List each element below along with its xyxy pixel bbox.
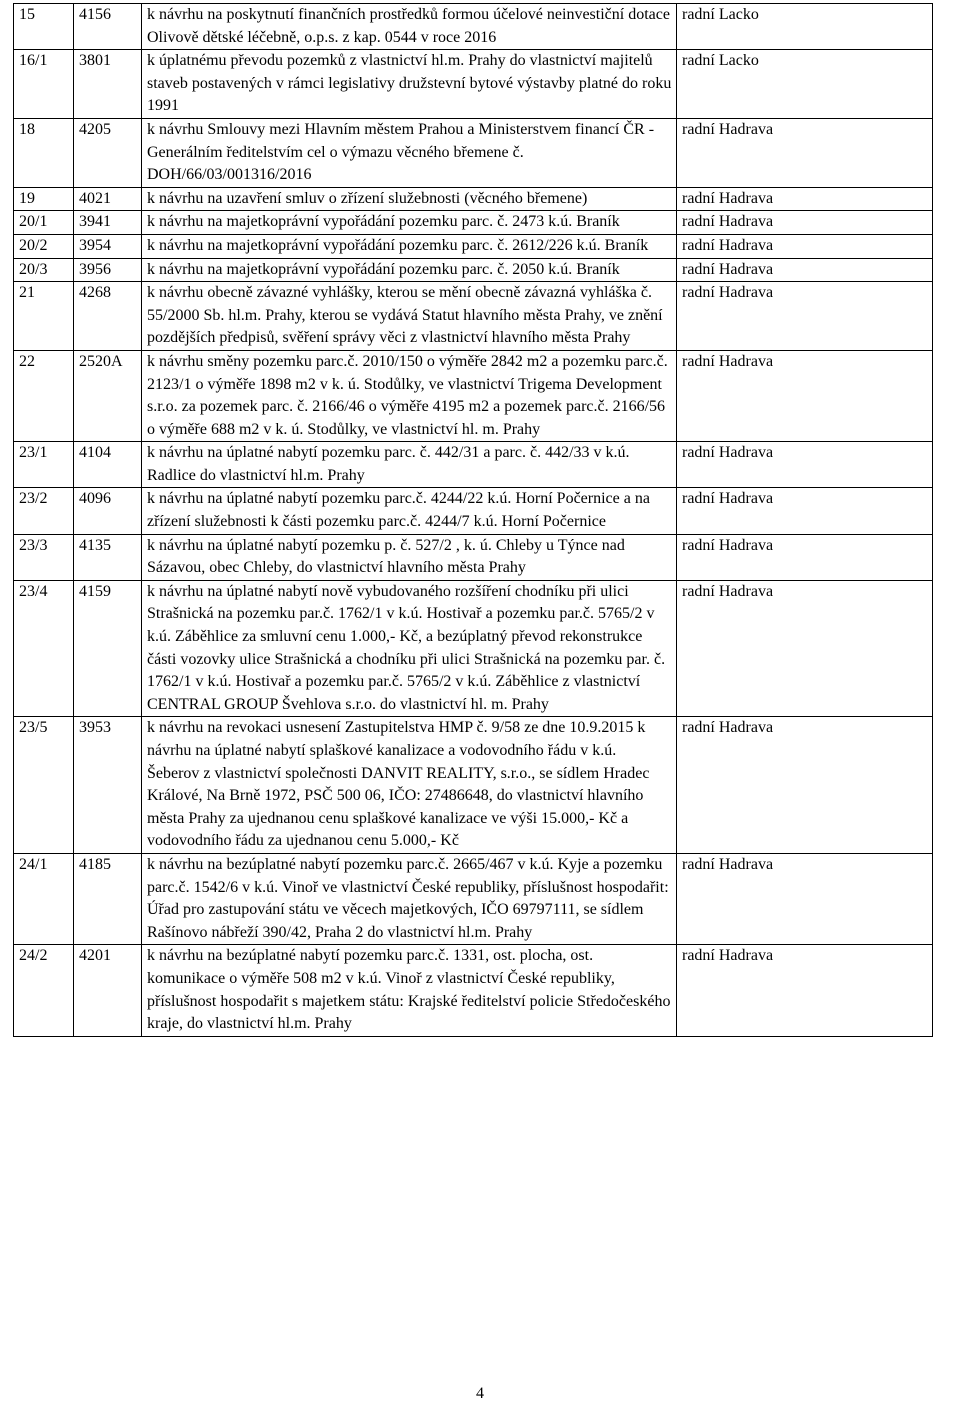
- item-number-cell: 23/3: [14, 534, 74, 580]
- table-row: [14, 350, 933, 441]
- presenter-cell: radní Hadrava: [677, 488, 933, 534]
- item-number-cell: 20/2: [14, 234, 74, 258]
- item-description-cell: k návrhu na majetkoprávní vypořádání pozemku parc. č. 2612/226 k.ú. Braník: [142, 234, 677, 258]
- agenda-table: [13, 3, 933, 1037]
- agenda-body: [14, 4, 933, 1037]
- print-number-cell: 3941: [74, 211, 142, 235]
- item-description-cell: k návrhu na bezúplatné nabytí pozemku parc.č. 1331, ost. plocha, ost. komunikace o výměře 508 m2 v k.ú. Vinoř z vlastnictví České republiky, příslušnost hospodařit s majetkem státu: Krajské ředitelství policie Středočeského kraje, do vlastnictví hl.m. Prahy: [142, 945, 677, 1036]
- table-row: [14, 50, 933, 119]
- table-row: [14, 4, 933, 50]
- presenter-cell: radní Hadrava: [677, 187, 933, 211]
- presenter-cell: radní Hadrava: [677, 580, 933, 717]
- presenter-cell: radní Hadrava: [677, 442, 933, 488]
- page-number: 4: [476, 1385, 484, 1402]
- print-number-cell: 4205: [74, 118, 142, 187]
- item-description-cell: k návrhu na majetkoprávní vypořádání pozemku parc. č. 2473 k.ú. Braník: [142, 211, 677, 235]
- item-number-cell: 18: [14, 118, 74, 187]
- table-row: [14, 258, 933, 282]
- print-number-cell: 4268: [74, 282, 142, 351]
- print-number-cell: 4135: [74, 534, 142, 580]
- print-number-cell: 2520A: [74, 350, 142, 441]
- print-number-cell: 4096: [74, 488, 142, 534]
- presenter-cell: radní Hadrava: [677, 534, 933, 580]
- presenter-cell: radní Hadrava: [677, 234, 933, 258]
- table-row: [14, 534, 933, 580]
- item-description-cell: k návrhu na majetkoprávní vypořádání pozemku parc. č. 2050 k.ú. Braník: [142, 258, 677, 282]
- item-description-cell: k návrhu na úplatné nabytí nově vybudovaného rozšíření chodníku při ulici Strašnická na pozemku par.č. 1762/1 v k.ú. Hostivař a pozemku par.č. 5765/2 v k.ú. Záběhlice za smluvní cenu 1.000,- Kč, a bezúplatný převod rekonstrukce části vozovky ulice Strašnická a chodníku při ulici Strašnická na pozemku par. č. 1762/1 v k.ú. Hostivař a pozemku par.č. 5765/2 v k.ú. Záběhlice z vlastnictví CENTRAL GROUP Švehlova s.r.o. do vlastnictví hl. m. Prahy: [142, 580, 677, 717]
- presenter-cell: radní Hadrava: [677, 945, 933, 1036]
- item-number-cell: 23/1: [14, 442, 74, 488]
- presenter-cell: radní Hadrava: [677, 282, 933, 351]
- presenter-cell: radní Hadrava: [677, 258, 933, 282]
- table-row: [14, 488, 933, 534]
- item-number-cell: 23/4: [14, 580, 74, 717]
- item-description-cell: k návrhu směny pozemku parc.č. 2010/150 o výměře 2842 m2 a pozemku parc.č. 2123/1 o výměře 1898 m2 v k. ú. Stodůlky, ve vlastnictví Trigema Development s.r.o. za pozemek parc. č. 2166/46 o výměře 4195 m2 a pozemek parc.č. 2166/56 o výměře 688 m2 v k. ú. Stodůlky, ve vlastnictví hl. m. Prahy: [142, 350, 677, 441]
- table-row: [14, 282, 933, 351]
- table-row: [14, 211, 933, 235]
- item-description-cell: k návrhu na úplatné nabytí pozemku p. č. 527/2 , k. ú. Chleby u Týnce nad Sázavou, obec Chleby, do vlastnictví hlavního města Prahy: [142, 534, 677, 580]
- item-number-cell: 24/2: [14, 945, 74, 1036]
- presenter-cell: radní Lacko: [677, 4, 933, 50]
- item-number-cell: 16/1: [14, 50, 74, 119]
- item-number-cell: 23/2: [14, 488, 74, 534]
- item-description-cell: k návrhu na úplatné nabytí pozemku parc. č. 442/31 a parc. č. 442/33 v k.ú. Radlice do vlastnictví hl.m. Prahy: [142, 442, 677, 488]
- print-number-cell: 4156: [74, 4, 142, 50]
- print-number-cell: 3954: [74, 234, 142, 258]
- print-number-cell: 4185: [74, 853, 142, 944]
- item-description-cell: k úplatnému převodu pozemků z vlastnictví hl.m. Prahy do vlastnictví majitelů staveb postavených v rámci legislativy družstevní bytové výstavby platné do roku 1991: [142, 50, 677, 119]
- table-row: [14, 717, 933, 854]
- item-description-cell: k návrhu na bezúplatné nabytí pozemku parc.č. 2665/467 v k.ú. Kyje a pozemku parc.č. 1542/6 v k.ú. Vinoř ve vlastnictví České republiky, příslušnost hospodařit: Úřad pro zastupování státu ve věcech majetkových, IČO 69797111, se sídlem Rašínovo nábřeží 390/42, Praha 2 do vlastnictví hl.m. Prahy: [142, 853, 677, 944]
- table-row: [14, 945, 933, 1036]
- item-number-cell: 15: [14, 4, 74, 50]
- presenter-cell: radní Hadrava: [677, 853, 933, 944]
- presenter-cell: radní Lacko: [677, 50, 933, 119]
- item-description-cell: k návrhu Smlouvy mezi Hlavním městem Prahou a Ministerstvem financí ČR - Generálním ředitelstvím cel o výmazu věcného břemene č. DOH/66/03/001316/2016: [142, 118, 677, 187]
- presenter-cell: radní Hadrava: [677, 717, 933, 854]
- item-number-cell: 20/1: [14, 211, 74, 235]
- print-number-cell: 4021: [74, 187, 142, 211]
- presenter-cell: radní Hadrava: [677, 211, 933, 235]
- item-number-cell: 23/5: [14, 717, 74, 854]
- table-row: [14, 853, 933, 944]
- item-description-cell: k návrhu na revokaci usnesení Zastupitelstva HMP č. 9/58 ze dne 10.9.2015 k návrhu na úplatné nabytí splaškové kanalizace a vodovodního řádu v k.ú. Šeberov z vlastnictví společnosti DANVIT REALITY, s.r.o., se sídlem Hradec Králové, Na Brně 1972, PSČ 500 06, IČO: 27486648, do vlastnictví hlavního města Prahy za ujednanou cenu splaškové kanalizace ve výši 15.000,- Kč a vodovodního řádu za ujednanou cenu 5.000,- Kč: [142, 717, 677, 854]
- table-row: [14, 118, 933, 187]
- item-description-cell: k návrhu na uzavření smluv o zřízení služebnosti (věcného břemene): [142, 187, 677, 211]
- print-number-cell: 4104: [74, 442, 142, 488]
- item-description-cell: k návrhu na poskytnutí finančních prostředků formou účelové neinvestiční dotace Olivově dětské léčebně, o.p.s. z kap. 0544 v roce 2016: [142, 4, 677, 50]
- print-number-cell: 3801: [74, 50, 142, 119]
- table-row: [14, 580, 933, 717]
- item-number-cell: 21: [14, 282, 74, 351]
- item-description-cell: k návrhu obecně závazné vyhlášky, kterou se mění obecně závazná vyhláška č. 55/2000 Sb. hl.m. Prahy, kterou se vydává Statut hlavního města Prahy, ve znění pozdějších předpisů, svěření správy věci z vlastnictví hlavního města Prahy: [142, 282, 677, 351]
- item-number-cell: 24/1: [14, 853, 74, 944]
- presenter-cell: radní Hadrava: [677, 118, 933, 187]
- print-number-cell: 4159: [74, 580, 142, 717]
- print-number-cell: 3956: [74, 258, 142, 282]
- item-description-cell: k návrhu na úplatné nabytí pozemku parc.č. 4244/22 k.ú. Horní Počernice a na zřízení služebnosti k části pozemku parc.č. 4244/7 k.ú. Horní Počernice: [142, 488, 677, 534]
- print-number-cell: 4201: [74, 945, 142, 1036]
- item-number-cell: 20/3: [14, 258, 74, 282]
- table-row: [14, 442, 933, 488]
- print-number-cell: 3953: [74, 717, 142, 854]
- table-row: [14, 187, 933, 211]
- item-number-cell: 19: [14, 187, 74, 211]
- presenter-cell: radní Hadrava: [677, 350, 933, 441]
- table-row: [14, 234, 933, 258]
- item-number-cell: 22: [14, 350, 74, 441]
